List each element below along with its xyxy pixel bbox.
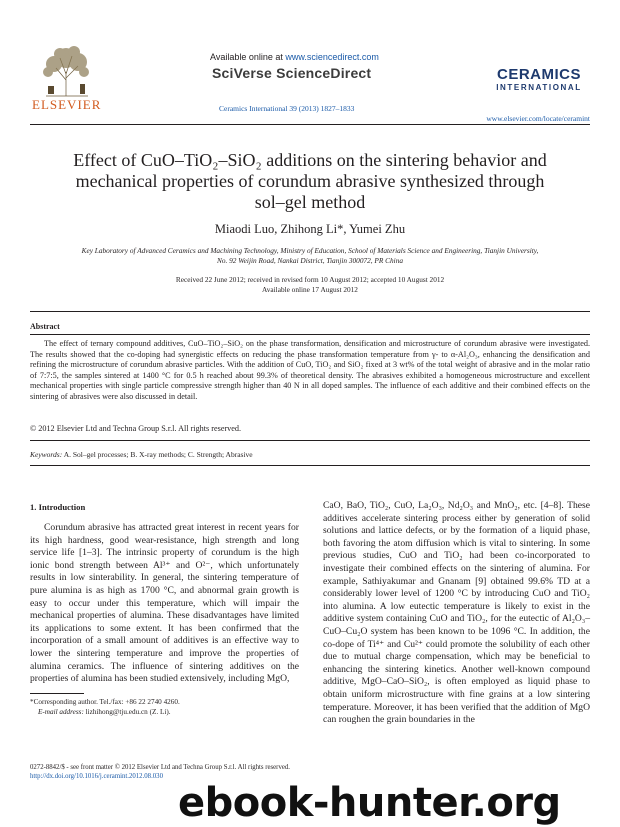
body-right-column: CaO, BaO, TiO₂, CuO, La₂O₃, Nd₂O₃ and MnO₂, etc. [4–8]. These additives accelerate sintering process either by generation of solid solutions and lattice defects, or by the formation of a liquid phase, both favoring the atom diffusion which is vital to sintering. In some previous studies, CuO and TiO₂ had been co-incorporated to investigate their combined effects on the sintering of alumina. For example, Sathiyakumar and Gnanam [9] obtained 99.6% TD at a considerably lower level of 1200 °C by introducing CuO and TiO₂ into alumina. A low eutectic temperature is likely to exist in the additive system containing CuO and TiO₂, for the eutectic of Al₂O₃–CuO–Cu₂O system has been known to be 1096 °C. In addition, the co-dope of Ti⁴⁺ and Cu²⁺ could promote the solubility of each other due to mutual charge compensation, which may be beneficial to enhancing the sintering kinetics. Another well-known compound additive, MgO–CaO–SiO₂, is often employed as liquid phase to obtain uniform microstructure with fine grains at a low sintering temperature. Moreover, it has been verified that the addition of MgO can roughen the grain boundaries in the [323,500,590,726]
divider [30,311,590,312]
front-matter [30,763,290,781]
header-rule [30,124,590,125]
watermark-text: ebook-hunter.org [178,780,561,826]
footnote [30,697,180,717]
abstract-heading: Abstract [30,322,60,331]
author-list: Miaodi Luo, Zhihong Li*, Yumei Zhu [214,222,406,236]
abstract-copyright: © 2012 Elsevier Ltd and Techna Group S.r.l. All rights reserved. [30,424,242,433]
journal-logo-line1: CERAMICS [496,66,581,83]
sciencedirect-link[interactable]: www.sciencedirect.com [285,52,379,62]
affiliation: Key Laboratory of Advanced Ceramics and Machining Technology, Ministry of Education, School of Materials Science and Engineering, Tianjin University, No. 92 Weijin Road, Nankai District, Tianjin 300072, PR China [81,246,539,265]
article-dates: Received 22 June 2012; received in revised form 10 August 2012; accepted 10 August 2012 Available online 17 August 2012 [175,275,445,294]
divider [30,465,590,466]
divider [30,334,590,335]
doi-link[interactable]: http://dx.doi.org/10.1016/j.ceramint.2012.08.030 [30,773,163,780]
corresponding-author: *Corresponding author. Tel./fax: +86 22 2740 4260. [30,698,180,706]
journal-logo-line2: INTERNATIONAL [496,83,582,92]
footnote-rule [30,693,84,694]
divider [30,440,590,441]
publisher-logo-text: ELSEVIER [32,97,102,112]
journal-reference[interactable]: Ceramics International 39 (2013) 1827–1833 [219,104,355,113]
available-online: Available online at www.sciencedirect.com [210,52,379,62]
body-left-column: Corundum abrasive has attracted great interest in recent years for its high hardness, good wear-resistance, high strength and long service life [1–3]. The intrinsic property of corundum is the high ionic bond strength between Al³⁺ and O²⁻, which unfortunately results in low sinterability. In general, the sintering temperature of pure alumina is as high as 1700 °C, and abnormal grain growth is easy to occur under this temperature, which will impair the mechanical properties of alumina. These disadvantages have limited its applications to some extent. It has been confirmed that the incorporation of a small amount of additives is an effective way to lower the sintering temperature and improve the properties of alumina ceramics. The influence of sintering additives on the properties of alumina has been studied extensively, including MgO, [30,522,299,685]
journal-logo [478,66,600,92]
issn-line: 0272-8842/$ - see front matter © 2012 Elsevier Ltd and Techna Group S.r.l. All rights reserved. [30,764,290,771]
keywords: Keywords: A. Sol–gel processes; B. X-ray methods; C. Strength; Abrasive [30,450,253,459]
abstract-text: The effect of ternary compound additives, CuO–TiO₂–SiO₂ on the phase transformation, densification and microstructure of corundum abrasive were investigated. The results showed that the co-doping had synergistic effects on reducing the phase transformation temperature from γ- to α-Al₂O₃, enhancing the densification and refining the microstructure of corundum abrasive particles. With the addition of CuO, TiO₂ and SiO₂ fixed at 3 wt% of the total weight of abrasive and in the molar ratio of 7:7:5, the samples sintered at 1400 °C for 0.5 h reached about 99.3% of theoretical density. The abrasives exhibited a homogeneous microstructure and excellent mechanical properties with single particle compressive strength higher than 40 N in all doped samples. The influence of each additive and their combined effects on the sintering of abrasives were also discussed in detail. [30,339,590,401]
article-title: Effect of CuO–TiO₂–SiO₂ additions on the sintering behavior and mechanical properties of corundum abrasive synthesized through sol–gel method [73,150,547,212]
section-heading: 1. Introduction [30,502,86,512]
sciverse-logo: SciVerse ScienceDirect [212,65,372,81]
journal-url-link[interactable]: www.elsevier.com/locate/ceramint [486,114,590,123]
elsevier-tree-logo [36,44,96,99]
email-line: E-mail address: lizhihong@tju.edu.cn (Z. Li). [38,708,171,716]
